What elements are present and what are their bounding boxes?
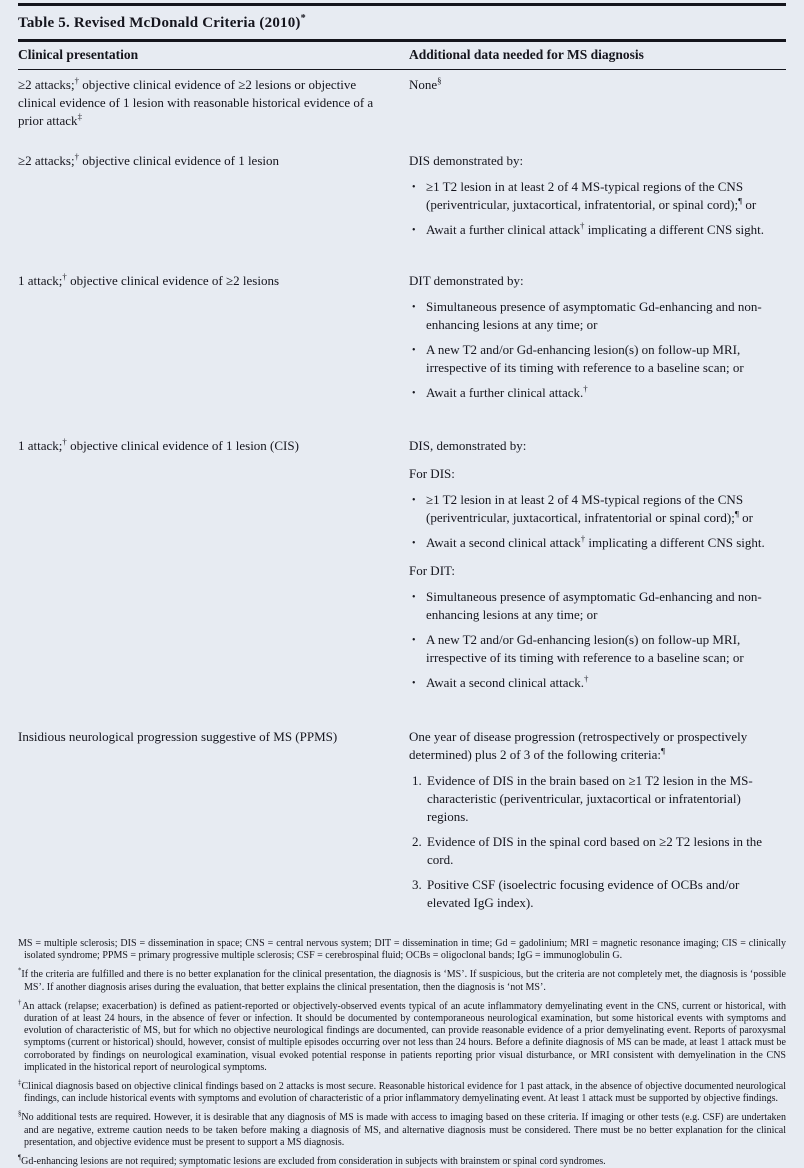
bullet-list [409,588,778,692]
footnote-marker: † [18,999,23,1007]
footnote-text: If the criteria are fulfilled and there is no better explanation for the clinical presentation, the diagnosis is ‘MS’. If suspicious, but the criteria are not completely met, the diagnosis is ‘possible MS’. If another diagnosis arises during the evaluation, that better explains the clinical presentation, then the diagnosis is ‘not MS’. [21,969,786,993]
bullet-item: • ≥1 T2 lesion in at least 2 of 4 MS-typical regions of the CNS (periventricular, juxtacortical, infratentorial or spinal cord);¶ or [409,491,778,527]
subsection-heading-dit: For DIT: [409,563,455,578]
column-header-additional-data: Additional data needed for MS diagnosis [409,46,644,62]
table-title: Table 5. Revised McDonald Criteria (2010)* [18,13,306,31]
additional-data-cell [409,437,786,692]
numbered-item: 1. Evidence of DIS in the brain based on ≥1 T2 lesion in the MS-characteristic (periventricular, juxtacortical or infratentorial) regions. [425,772,778,826]
additional-data-cell [409,76,786,130]
table-row [18,728,786,912]
footnote-text: Gd-enhancing lesions are not required; symptomatic lesions are excluded from consideration in subjects with brainstem or spinal cord syndromes. [21,1156,606,1168]
numbered-item: 2. Evidence of DIS in the spinal cord based on ≥2 T2 lesions in the cord. [425,833,778,869]
answer-intro: One year of disease progression (retrospectively or prospectively determined) plus 2 of 3 of the following criteria:¶ [409,729,748,762]
footnote-abbreviations: MS = multiple sclerosis; DIS = dissemination in space; CNS = central nervous system; DIT = dissemination in time; Gd = gadolinium; MRI = magnetic resonance imaging; CIS = clinically isolated syndrome; PPMS = primary progressive multiple sclerosis; CSF = cerebrospinal fluid; OCBs = oligoclonal bands; IgG = immunoglobulin G. [18,938,786,962]
answer-text: None§ [409,75,442,92]
footnotes [18,938,786,1168]
clinical-presentation-cell: ≥2 attacks;† objective clinical evidence of ≥2 lesions or objective clinical evidence of 1 lesion with reasonable historical evidence of a prior attack‡ [18,75,374,128]
footnote-section [18,1112,786,1149]
footnote-asterisk [18,969,786,993]
column-header-clinical-presentation: Clinical presentation [18,46,139,62]
additional-data-cell [409,152,786,239]
footnote-double-dagger [18,1081,786,1105]
footnote-text: An attack (relapse; exacerbation) is defined as patient-reported or objectively-observed events typical of an acute inflammatory demyelinating event in the CNS, current or historical, with duration of at least 24 hours, in the absence of fever or infection. It should be documented by contemporaneous neurological examination, but some historical events with symptoms and evolution of characteristic of MS, but for which no objective neurological findings are documented, can provide reasonable evidence of a prior demyelinating event. Reports of paroxysmal symptoms (current or historical) should, however, consist of multiple episodes occurring over not less than 24 hours. Before a definite diagnosis of MS can be made, at least 1 attack must be corroborated by findings on neurological examination, visual evoked potential response in patients reporting prior visual disturbance, or MRI consistent with demyelination in the CNS implicated in the historical report of neurological symptoms. [22,1000,786,1073]
footnote-text: Clinical diagnosis based on objective clinical findings based on 2 attacks is most secure. Reasonable historical evidence for 1 past attack, in the absence of objective documented neurological findings, can include historical events with symptoms and evolution of characteristic of a prior inflammatory demyelinating event. At least 1 attack must be supported by objective findings. [21,1081,786,1105]
subsection-heading-dis: For DIS: [409,466,455,481]
additional-data-cell [409,272,786,402]
footnote-marker: * [18,968,22,976]
bullet-list [409,178,778,239]
mcdonald-criteria-table-page [0,3,804,1168]
footnote-text: No additional tests are required. However, it is desirable that any diagnosis of MS is made with access to imaging based on these criteria. If imaging or other tests (e.g. CSF) are undertaken and are negative, extreme caution needs to be taken before making a diagnosis of MS, and alternative diagnosis must be considered. There must be no better explanation for the clinical presentation, and objective evidence must be present to support a MS diagnosis. [21,1112,786,1148]
table-row [18,272,786,402]
answer-intro: DIS demonstrated by: [409,153,524,168]
table-row [18,76,786,130]
footnote-marker: § [18,1111,22,1119]
bullet-item: • Await a further clinical attack.† [409,384,778,402]
table-header-row [18,42,786,69]
bullet-item: • Await a further clinical attack† implicating a different CNS sight. [409,221,778,239]
footnote-pilcrow [18,1156,786,1168]
bullet-item: • A new T2 and/or Gd-enhancing lesion(s) on follow-up MRI, irrespective of its timing with reference to a baseline scan; or [409,631,778,667]
numbered-list [409,772,778,912]
bullet-item: • Simultaneous presence of asymptomatic Gd-enhancing and non-enhancing lesions at any time; or [409,298,778,334]
clinical-presentation-cell: Insidious neurological progression suggestive of MS (PPMS) [18,729,338,744]
bullet-list [409,491,778,552]
clinical-presentation-cell: 1 attack;† objective clinical evidence of 1 lesion (CIS) [18,436,299,453]
bullet-item: • Simultaneous presence of asymptomatic Gd-enhancing and non-enhancing lesions at any time; or [409,588,778,624]
bullet-list [409,298,778,402]
answer-intro: DIS, demonstrated by: [409,438,527,453]
additional-data-cell [409,728,786,912]
top-rule [18,3,786,6]
bullet-item: • Await a second clinical attack† implicating a different CNS sight. [409,534,778,552]
bullet-item: • ≥1 T2 lesion in at least 2 of 4 MS-typical regions of the CNS (periventricular, juxtacortical, infratentorial, or spinal cord);¶ or [409,178,778,214]
clinical-presentation-cell: 1 attack;† objective clinical evidence of ≥2 lesions [18,271,279,288]
clinical-presentation-cell: ≥2 attacks;† objective clinical evidence of 1 lesion [18,151,279,168]
table-row [18,152,786,239]
bullet-item: • Await a second clinical attack.† [409,674,778,692]
footnote-marker: ‡ [18,1079,22,1087]
numbered-item: 3. Positive CSF (isoelectric focusing evidence of OCBs and/or elevated IgG index). [425,876,778,912]
footnote-dagger [18,1001,786,1074]
table-row [18,437,786,692]
bullet-item: • A new T2 and/or Gd-enhancing lesion(s) on follow-up MRI, irrespective of its timing with reference to a baseline scan; or [409,341,778,377]
footnote-marker: ¶ [18,1154,22,1162]
table-body [18,70,786,912]
answer-intro: DIT demonstrated by: [409,273,524,288]
